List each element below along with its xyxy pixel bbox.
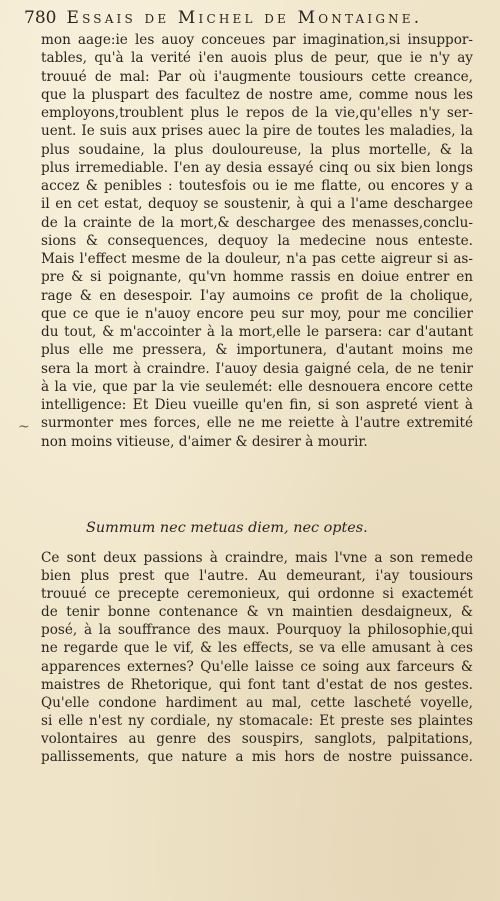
text-line: volontaires au genre des souspirs, sanglots, palpitations,	[41, 730, 473, 747]
text-line: Qu'elle condone hardiment au mal, cette lascheté voyelle,	[41, 694, 473, 711]
text-line: sions & consequences, dequoy la medecine nous enteste.	[41, 232, 473, 249]
text-line: trouué ce precepte ceremonieux, qui ordonne si exactemét	[41, 586, 473, 603]
latin-verse-quote: Summum nec metuas diem, nec optes.	[86, 520, 368, 536]
text-line: intelligence: Et Dieu vueille qu'en fin, si son aspreté vient à	[41, 397, 473, 413]
text-line: Ce sont deux passions à craindre, mais l'vne a son remede	[41, 550, 473, 566]
text-line: surmonter mes forces, elle ne me reiette à l'autre extremité	[41, 415, 473, 432]
text-line: plus soudaine, la plus douloureuse, la plus mortelle, & la	[41, 141, 473, 158]
text-line: apparences externes? Qu'elle laisse ce soing aux farceurs &	[41, 658, 473, 675]
text-line: que ce que ie n'auoy encore peu sur moy, pour me concilier	[41, 305, 473, 322]
page-number: 780	[24, 8, 57, 28]
text-line: trouué de mal: Par où i'augmente tousiours cette creance,	[41, 68, 473, 85]
text-line: pre & si poignante, qu'vn homme rassis en doiue entrer en	[41, 269, 473, 286]
text-line: Mais l'effect mesme de la douleur, n'a pas cette aigreur si as-	[41, 251, 473, 267]
text-line: de tenir bonne contenance & vn maintien desdaigneux, &	[41, 604, 473, 621]
text-line: mon aage:ie les auoy conceues par imagination,si insuppor-	[41, 32, 473, 48]
text-line: posé, à la souffrance des maux. Pourquoy la philosophie,qui	[41, 622, 473, 639]
text-line: rage & en desespoir. I'ay aumoins ce profit de la cholique,	[41, 287, 473, 304]
text-line: sera la mort à craindre. I'auoy desia gaigné cela, de ne tenir	[41, 360, 473, 377]
text-line: ne regarde que le vif, & les effects, se va elle amusant à ces	[41, 640, 473, 657]
paragraph-two	[41, 549, 473, 766]
text-line: si elle n'est ny cordiale, ny stomacale: Et preste ses plaintes	[41, 712, 473, 729]
text-line: du tout, & m'accointer à la mort,elle le parsera: car d'autant	[41, 324, 473, 340]
text-line: plus irremediable. I'en ay desia essayé cinq ou six bien longs	[41, 159, 473, 176]
text-line: uent. Ie suis aux prises auec la pire de toutes les maladies, la	[41, 123, 473, 140]
text-line: maistres de Rhetorique, qui font tant d'estat de nos gestes.	[41, 676, 473, 693]
text-line: employons,troublent plus le repos de la vie,qu'elles n'y ser-	[41, 105, 473, 121]
text-line: tables, qu'à la verité i'en auois plus de peur, que ie n'y ay	[41, 50, 473, 67]
text-line: accez & penibles : toutesfois ou ie me flatte, ou encores y a	[41, 178, 473, 194]
paragraph-one	[41, 31, 473, 451]
text-line: non moins vitieuse, d'aimer & desirer à mourir.	[41, 433, 368, 450]
text-line: que la pluspart des facultez de nostre ame, comme nous les	[41, 86, 473, 103]
text-line: de la crainte de la mort,& deschargee des menasses,conclu-	[41, 214, 473, 231]
running-title: Essais de Michel de Montaigne.	[66, 8, 423, 28]
text-line: bien plus prest que l'autre. Au demeurant, i'ay tousiours	[41, 568, 473, 585]
text-line: à la vie, que par la vie seulemét: elle desnouera encore cette	[41, 378, 473, 395]
text-line: plus elle me pressera, & importunera, d'autant moins me	[41, 342, 473, 359]
text-line: il en cet estat, dequoy se soustenir, à qui a l'ame deschargee	[41, 196, 473, 213]
text-line: pallissements, que nature a mis hors de nostre puissance.	[41, 749, 473, 766]
margin-mark: ~	[18, 419, 30, 435]
